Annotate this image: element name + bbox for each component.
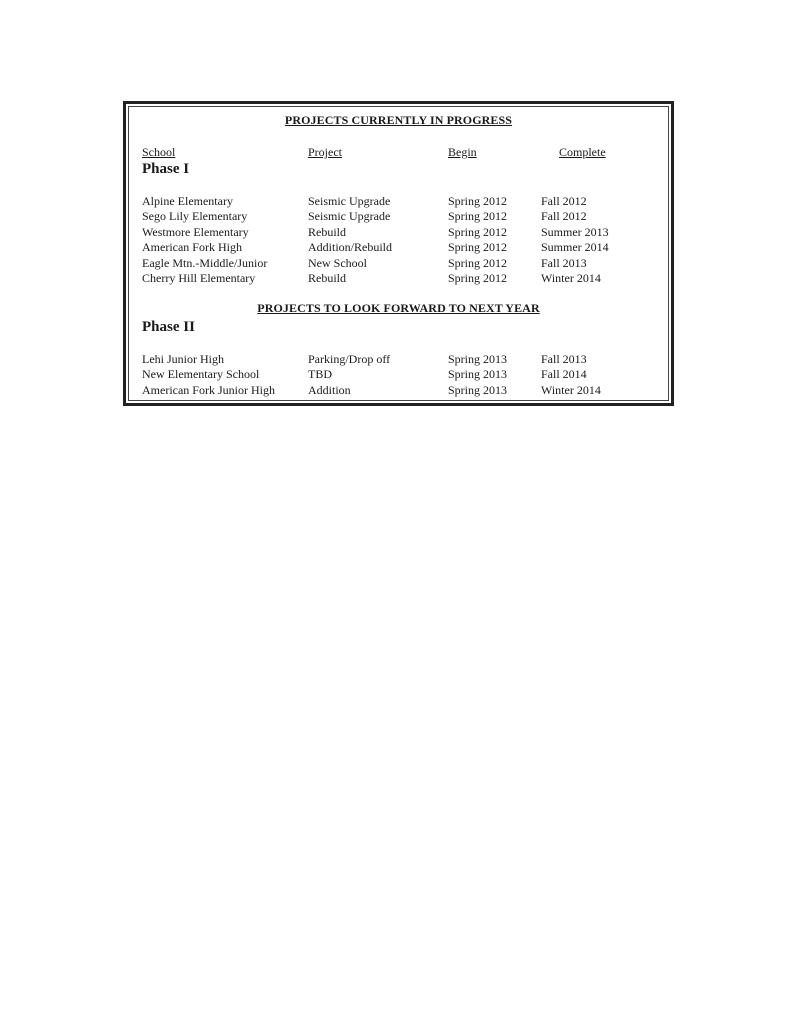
row-school: New Elementary School	[142, 367, 260, 381]
row-project: New School	[308, 256, 367, 270]
row-school: Eagle Mtn.-Middle/Junior	[142, 256, 268, 270]
row-begin: Spring 2013	[448, 367, 508, 381]
row-complete: Fall 2013	[541, 256, 587, 270]
table-row	[126, 352, 677, 367]
row-school: Cherry Hill Elementary	[142, 271, 256, 285]
row-school: Alpine Elementary	[142, 194, 233, 208]
row-project: Rebuild	[308, 225, 346, 239]
row-school: Lehi Junior High	[142, 352, 224, 366]
row-school: American Fork High	[142, 240, 242, 254]
row-complete: Fall 2014	[541, 367, 587, 381]
section-title-next-year: PROJECTS TO LOOK FORWARD TO NEXT YEAR	[257, 301, 540, 315]
row-begin: Spring 2013	[448, 383, 508, 397]
table-row	[126, 209, 677, 224]
row-complete: Winter 2014	[541, 271, 601, 285]
column-header-complete: Complete	[559, 145, 606, 159]
row-project: Addition	[308, 383, 351, 397]
row-complete: Winter 2014	[541, 383, 601, 397]
row-complete: Summer 2013	[541, 225, 609, 239]
table-row	[126, 225, 677, 240]
row-complete: Fall 2013	[541, 352, 587, 366]
phase-one-heading: Phase I	[142, 161, 190, 177]
row-project: Rebuild	[308, 271, 346, 285]
row-school: Sego Lily Elementary	[142, 209, 248, 223]
row-begin: Spring 2012	[448, 209, 508, 223]
table-row	[126, 194, 677, 209]
row-school: American Fork Junior High	[142, 383, 275, 397]
projects-table-frame	[123, 101, 674, 406]
row-begin: Spring 2012	[448, 240, 508, 254]
column-header-school: School	[142, 145, 176, 159]
row-project: Parking/Drop off	[308, 352, 391, 366]
row-begin: Spring 2012	[448, 271, 508, 285]
row-begin: Spring 2012	[448, 256, 508, 270]
row-begin: Spring 2013	[448, 352, 508, 366]
column-header-begin: Begin	[448, 145, 477, 159]
table-row	[126, 256, 677, 271]
table-row	[126, 383, 677, 398]
row-school: Westmore Elementary	[142, 225, 249, 239]
section-title-in-progress: PROJECTS CURRENTLY IN PROGRESS	[284, 113, 513, 127]
row-begin: Spring 2012	[448, 225, 508, 239]
row-project: Seismic Upgrade	[308, 194, 391, 208]
table-row	[126, 271, 677, 286]
phase-two-heading: Phase II	[142, 319, 195, 335]
row-begin: Spring 2012	[448, 194, 508, 208]
row-project: Seismic Upgrade	[308, 209, 391, 223]
row-project: TBD	[308, 367, 332, 381]
row-project: Addition/Rebuild	[308, 240, 392, 254]
row-complete: Fall 2012	[541, 209, 587, 223]
table-row	[126, 367, 677, 382]
row-complete: Fall 2012	[541, 194, 587, 208]
column-header-project: Project	[308, 145, 342, 159]
table-row	[126, 240, 677, 255]
row-complete: Summer 2014	[541, 240, 609, 254]
